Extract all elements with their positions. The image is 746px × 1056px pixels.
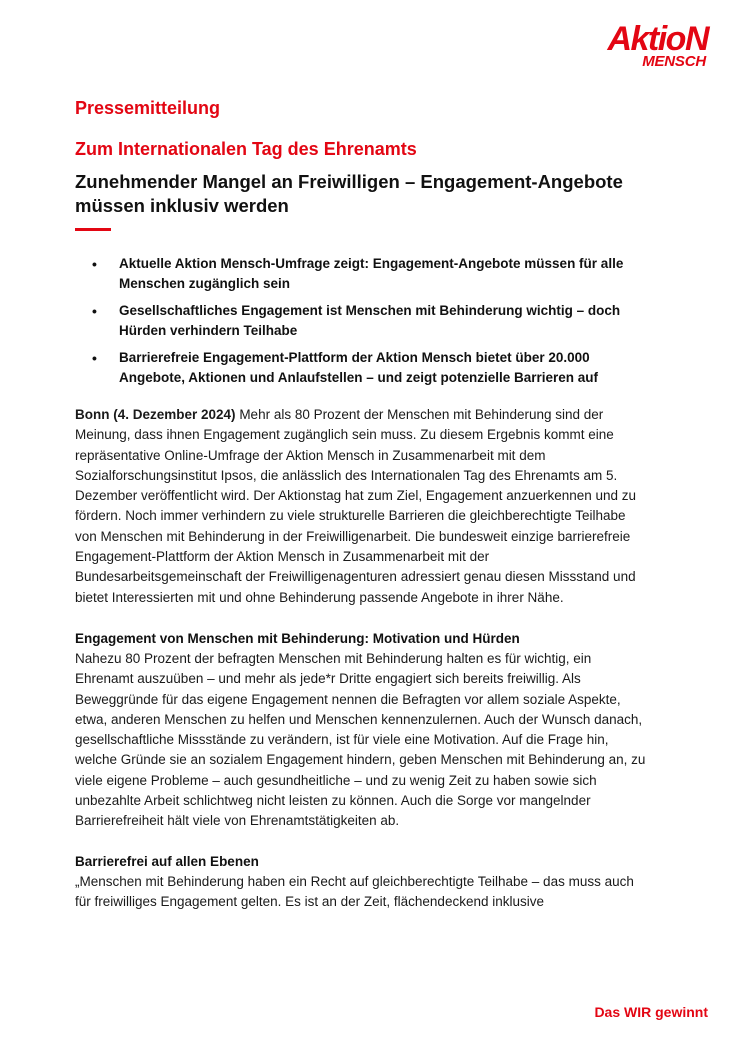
aktion-mensch-logo — [574, 22, 708, 72]
section-heading-barrierefrei: Barrierefrei auf allen Ebenen — [75, 854, 259, 869]
occasion-subtitle: Zum Internationalen Tag des Ehrenamts — [75, 139, 417, 159]
page-title: Zunehmender Mangel an Freiwilligen – Engagement-Angebote müssen inklusiv werden — [75, 171, 623, 216]
logo-wordmark-aktion: AktioN — [607, 20, 708, 58]
document-type-label: Pressemitteilung — [75, 98, 221, 118]
quote-paragraph: „Menschen mit Behinderung haben ein Recht auf gleichberechtigte Teilhabe – das muss auch für freiwilliges Engagement gelten. Es ist an der Zeit, flächendeckend inklusive — [75, 874, 634, 910]
intro-text: Mehr als 80 Prozent der Menschen mit Behinderung sind der Meinung, dass ihnen Engagement zugänglich sein muss. Zu diesem Ergebnis kommt eine repräsentative Online-Umfrage der Aktion Mensch in Zusammenarbeit mit dem Sozialforschungsinstitut Ipsos, die anlässlich des Internationalen Tag des Ehrenamts am 5. Dezember veröffentlicht wird. Der Aktionstag hat zum Ziel, Engagement anzuerkennen und zu fördern. Noch immer verhindern zu viele strukturelle Barrieren die gleichberechtigte Teilhabe von Menschen mit Behinderung in der Freiwilligenarbeit. Die bundesweit einzige barrierefreie Engagement-Plattform der Aktion Mensch in Zusammenarbeit mit der Bundesarbeitsgemeinschaft der Freiwilligenagenturen adressiert genau diesen Missstand und bietet Interessierten mit und ohne Behinderung passende Angebote in ihrer Nähe. — [75, 407, 637, 605]
list-item: • Aktuelle Aktion Mensch-Umfrage zeigt: Engagement-Angebote müssen für alle Menschen zugänglich sein — [92, 254, 652, 294]
list-item: • Gesellschaftliches Engagement ist Menschen mit Behinderung wichtig – doch Hürden verhindern Teilhabe — [92, 301, 652, 341]
dateline: Bonn (4. Dezember 2024) — [75, 407, 236, 422]
footer-slogan: Das WIR gewinnt — [594, 1004, 708, 1020]
intro-paragraph — [75, 405, 650, 608]
key-points-list — [92, 254, 652, 395]
section-heading-motivation: Engagement von Menschen mit Behinderung: Motivation und Hürden — [75, 631, 520, 646]
motivation-paragraph: Nahezu 80 Prozent der befragten Menschen mit Behinderung halten es für wichtig, ein Ehrenamt auszuüben – und mehr als jede*r Dritte engagiert sich bereits freiwillig. Als Beweggründe für das eigene Engagement nennen die Befragten vor allem soziale Aspekte, etwa, anderen Menschen zu helfen und Menschen kennenzulernen. Auch der Wunsch danach, gesellschaftliche Missstände zu verändern, ist für viele eine Motivation. Auf die Frage hin, welche Gründe sie an sozialem Engagement hindern, geben Menschen mit Behinderung an, zu viele eigene Probleme – auch gesundheitliche – und zu wenig Zeit zu haben sowie sich unbezahlte Arbeit schlichtweg nicht leisten zu können. Auch die Sorge vor mangelnder Barrierefreiheit hält viele von Ehrenamtstätigkeiten ab. — [75, 651, 646, 829]
logo-wordmark-mensch: MENSCH — [642, 53, 706, 70]
list-item: • Barrierefreie Engagement-Plattform der Aktion Mensch bietet über 20.000 Angebote, Aktionen und Anlaufstellen – und zeigt potenzielle Barrieren auf — [92, 348, 652, 388]
title-divider — [75, 228, 111, 231]
